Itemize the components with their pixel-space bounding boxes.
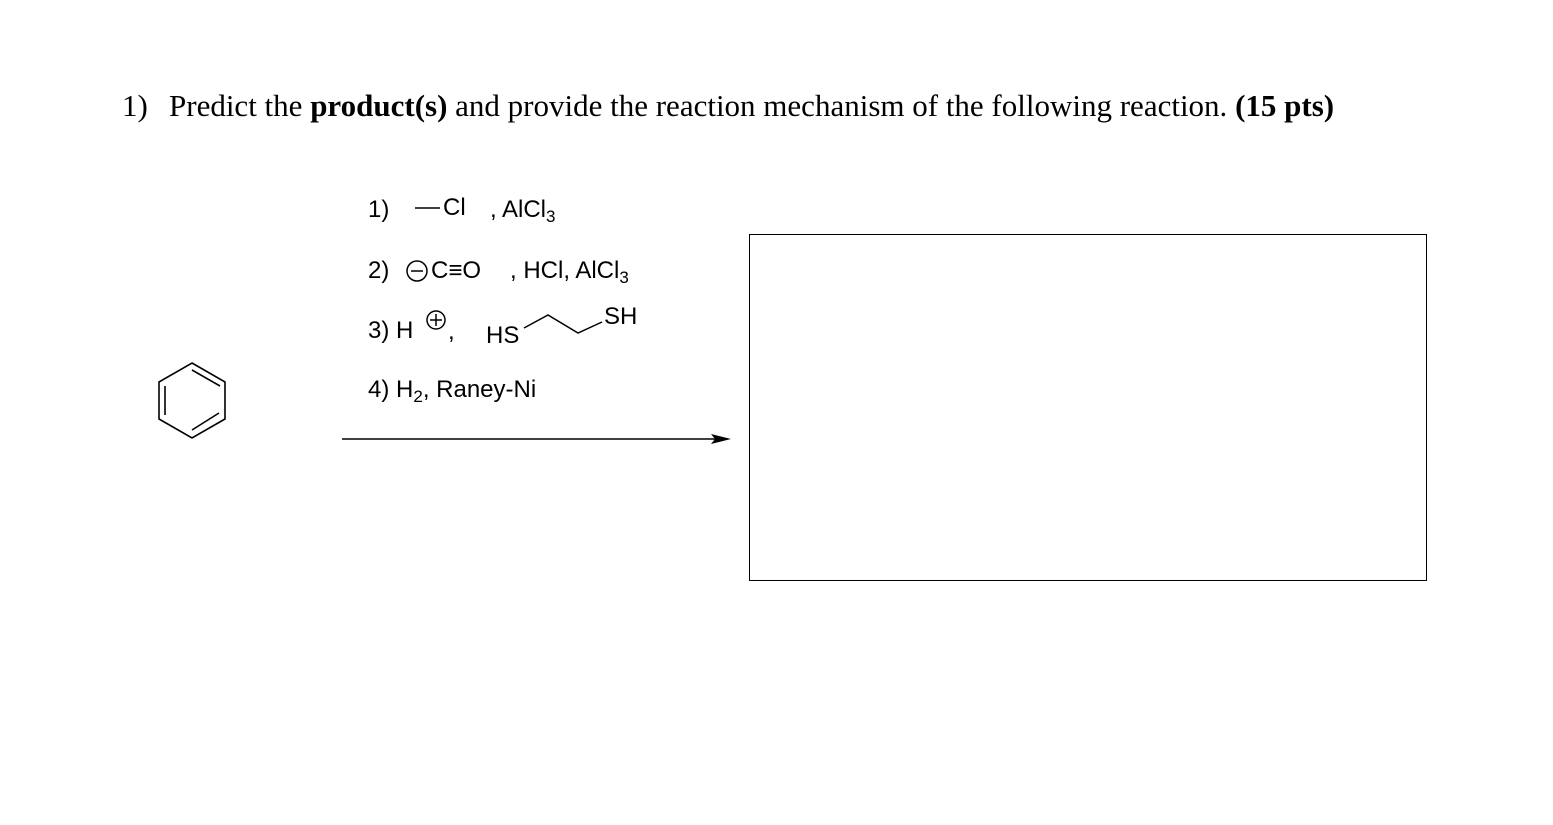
co-oxygen: O xyxy=(462,257,482,284)
question-number: 1) xyxy=(122,88,148,123)
step-2-reagents: , HCl, AlCl$_3$ xyxy=(510,257,629,287)
step-1-number: 1) xyxy=(368,196,390,223)
thiol-left-label: HS xyxy=(486,322,520,349)
step-1-chloride: Cl xyxy=(443,194,466,221)
step-3-number: 3) H xyxy=(368,317,414,344)
reaction-arrow-icon xyxy=(342,434,731,444)
ethanedithiol-chain-line xyxy=(524,315,602,333)
step-1-catalyst: , AlCl$_3$ xyxy=(490,196,556,226)
question-bold-products: product(s) xyxy=(310,88,448,123)
question-text-middle: and provide the reaction mechanism of the following reaction. xyxy=(447,88,1236,123)
step-3-comma: , xyxy=(448,318,455,345)
co-triple-bond: ≡ xyxy=(448,257,463,284)
answer-box[interactable] xyxy=(749,234,1427,581)
question-points: (15 pts) xyxy=(1235,88,1335,123)
co-carbon: C xyxy=(431,257,449,284)
plus-charge-icon xyxy=(427,311,445,329)
step-2-number: 2) xyxy=(368,257,390,284)
minus-charge-icon xyxy=(407,261,427,281)
benzene-ring-icon xyxy=(159,363,225,438)
carbon-monoxide xyxy=(431,257,481,285)
reagent-step-4: 4) $H_2$, Raney-Ni xyxy=(368,376,537,406)
thiol-right-label: SH xyxy=(604,303,638,330)
reagent-step-1 xyxy=(368,196,389,224)
question-text-before: Predict the xyxy=(169,88,311,123)
